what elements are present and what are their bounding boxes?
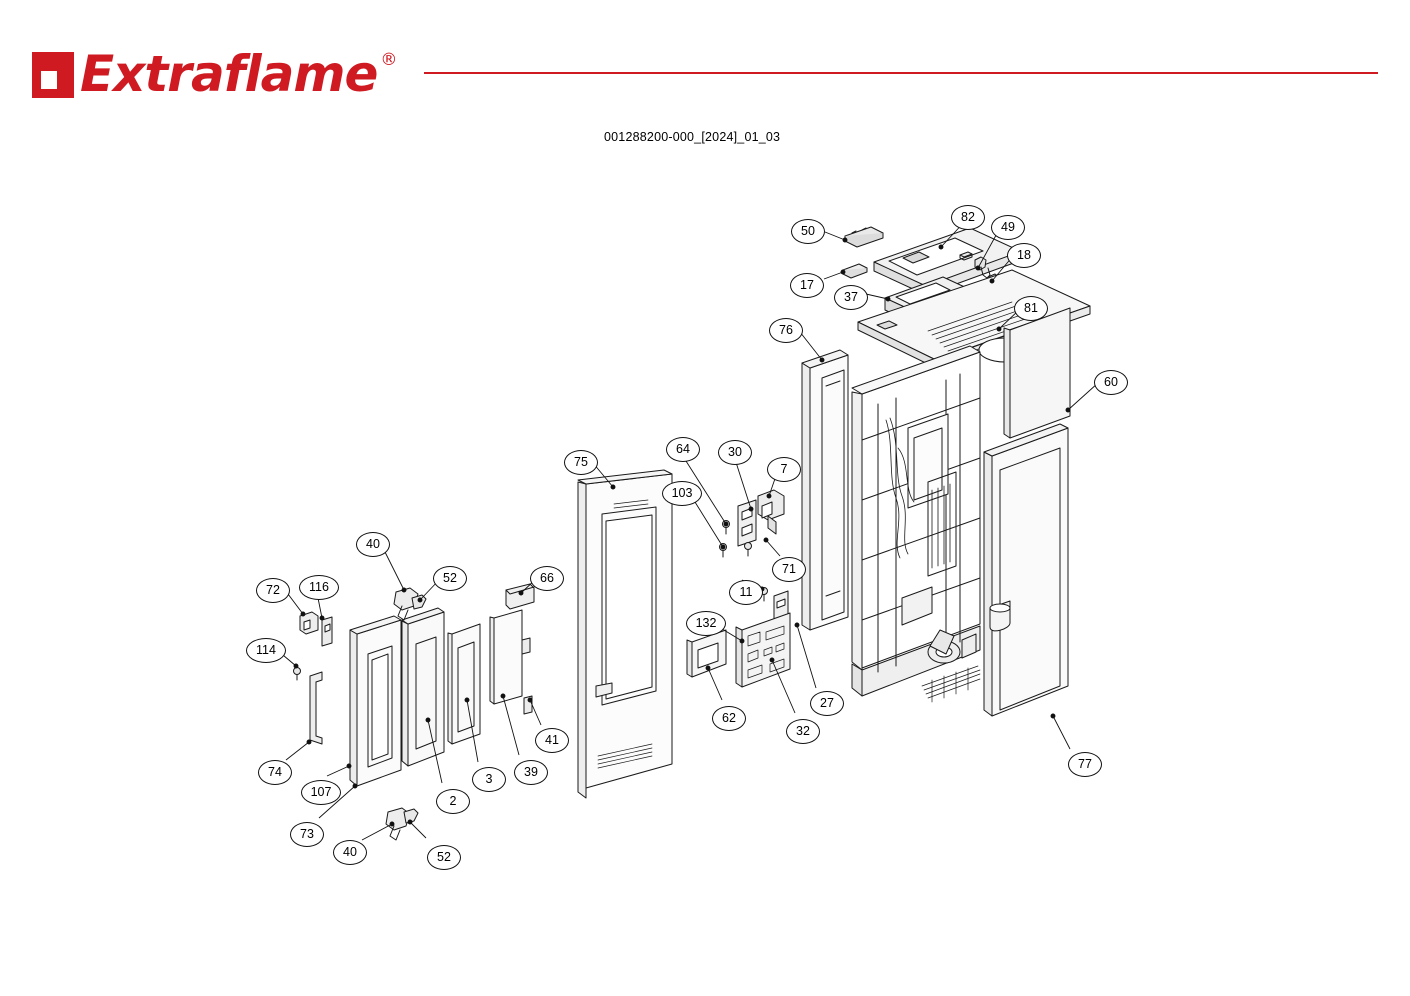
callout-balloon-116: 116: [299, 575, 339, 600]
part-73-outer-door: [350, 616, 401, 786]
leader-dot-116: [320, 616, 324, 620]
leader-line-50: [825, 232, 845, 240]
leader-dot-103: [721, 545, 725, 549]
callout-balloon-62: 62: [712, 706, 746, 731]
part-60-right-side-panel: [984, 424, 1068, 716]
callout-balloon-11: 11: [729, 580, 763, 605]
leader-dot-74: [307, 740, 311, 744]
part-76-left-side-panel: [802, 350, 848, 630]
leader-dot-50: [843, 238, 847, 242]
callout-balloon-52: 52: [427, 845, 461, 870]
leader-dot-40: [390, 822, 394, 826]
part-3-glass: [490, 610, 522, 704]
part-30-hinge-plate: [738, 500, 756, 546]
leader-line-74: [286, 742, 309, 760]
callout-balloon-107: 107: [301, 780, 341, 805]
callout-balloon-60: 60: [1094, 370, 1128, 395]
leader-dot-2: [426, 718, 430, 722]
leader-dot-7: [767, 494, 771, 498]
part-62-cover-plate: [687, 630, 726, 677]
callout-balloon-37: 37: [834, 285, 868, 310]
leader-dot-52: [418, 598, 422, 602]
leader-line-77: [1053, 716, 1070, 749]
part-2-door-frame: [402, 608, 444, 766]
leader-line-52: [410, 822, 426, 838]
part-2-inner-frame: [448, 624, 480, 744]
leader-dot-37: [886, 297, 890, 301]
leader-line-62: [708, 668, 722, 700]
callout-balloon-73: 73: [290, 822, 324, 847]
callout-balloon-52: 52: [433, 566, 467, 591]
leader-line-40: [362, 824, 392, 840]
part-39-bracket: [522, 638, 530, 654]
registered-trademark-icon: ®: [380, 50, 398, 70]
part-114-screw: [294, 668, 301, 681]
leader-dot-66: [519, 591, 523, 595]
callout-balloon-2: 2: [436, 789, 470, 814]
leader-dot-39: [501, 694, 505, 698]
leader-dot-71: [764, 538, 768, 542]
leader-line-39: [503, 696, 519, 755]
leader-dot-132: [740, 639, 744, 643]
callout-balloon-114: 114: [246, 638, 286, 663]
leader-dot-81: [997, 327, 1001, 331]
callout-balloon-50: 50: [791, 219, 825, 244]
leader-dot-73: [353, 784, 357, 788]
callout-balloon-81: 81: [1014, 296, 1048, 321]
callout-balloon-39: 39: [514, 760, 548, 785]
part-50-bracket: [845, 227, 883, 247]
callout-balloon-132: 132: [686, 611, 726, 636]
leader-line-71: [766, 540, 780, 556]
leader-line-107: [327, 766, 349, 776]
callout-balloon-7: 7: [767, 457, 801, 482]
leader-dot-49: [976, 266, 980, 270]
callout-balloon-103: 103: [662, 481, 702, 506]
part-116-hinge: [322, 617, 332, 646]
callout-balloon-40: 40: [356, 532, 390, 557]
callout-balloon-27: 27: [810, 691, 844, 716]
leader-line-37: [866, 294, 888, 299]
leader-dot-52: [408, 820, 412, 824]
leader-dot-75: [611, 485, 615, 489]
document-code: 001288200-000_[2024]_01_03: [604, 130, 781, 144]
leader-dot-32: [770, 658, 774, 662]
callout-balloon-82: 82: [951, 205, 985, 230]
callout-balloon-74: 74: [258, 760, 292, 785]
part-74-handle: [310, 672, 322, 744]
leader-dot-30: [749, 507, 753, 511]
leader-dot-76: [820, 358, 824, 362]
part-32-control-board: [736, 613, 790, 687]
leader-line-27: [797, 625, 816, 688]
leader-dot-3: [465, 698, 469, 702]
leader-dot-114: [294, 664, 298, 668]
callout-balloon-49: 49: [991, 215, 1025, 240]
callout-balloon-76: 76: [769, 318, 803, 343]
callout-balloon-75: 75: [564, 450, 598, 475]
part-75-front-panel: [578, 470, 672, 798]
leader-dot-77: [1051, 714, 1055, 718]
callout-balloon-30: 30: [718, 440, 752, 465]
leader-dot-18: [990, 279, 994, 283]
leader-line-76: [800, 332, 822, 360]
callout-balloon-17: 17: [790, 273, 824, 298]
callout-balloon-32: 32: [786, 719, 820, 744]
callout-balloon-41: 41: [535, 728, 569, 753]
callout-balloon-18: 18: [1007, 243, 1041, 268]
leader-dot-72: [301, 612, 305, 616]
leader-dot-27: [795, 623, 799, 627]
leader-dot-82: [939, 245, 943, 249]
leader-dot-107: [347, 764, 351, 768]
part-66-cap: [506, 584, 534, 609]
callout-balloon-64: 64: [666, 437, 700, 462]
leader-dot-64: [724, 522, 728, 526]
leader-dot-62: [706, 666, 710, 670]
leader-dot-17: [841, 270, 845, 274]
callout-balloon-71: 71: [772, 557, 806, 582]
callout-balloon-72: 72: [256, 578, 290, 603]
part-71-screw: [745, 543, 752, 557]
part-17-clip: [843, 264, 867, 278]
leader-dot-41: [528, 698, 532, 702]
callout-balloon-3: 3: [472, 767, 506, 792]
brand-name: Extraflame: [80, 45, 378, 103]
callout-balloon-77: 77: [1068, 752, 1102, 777]
callout-balloon-66: 66: [530, 566, 564, 591]
callout-balloon-40: 40: [333, 840, 367, 865]
leader-dot-40: [402, 588, 406, 592]
leader-line-17: [824, 272, 843, 279]
leader-line-60: [1068, 383, 1098, 410]
leader-dot-60: [1066, 408, 1070, 412]
